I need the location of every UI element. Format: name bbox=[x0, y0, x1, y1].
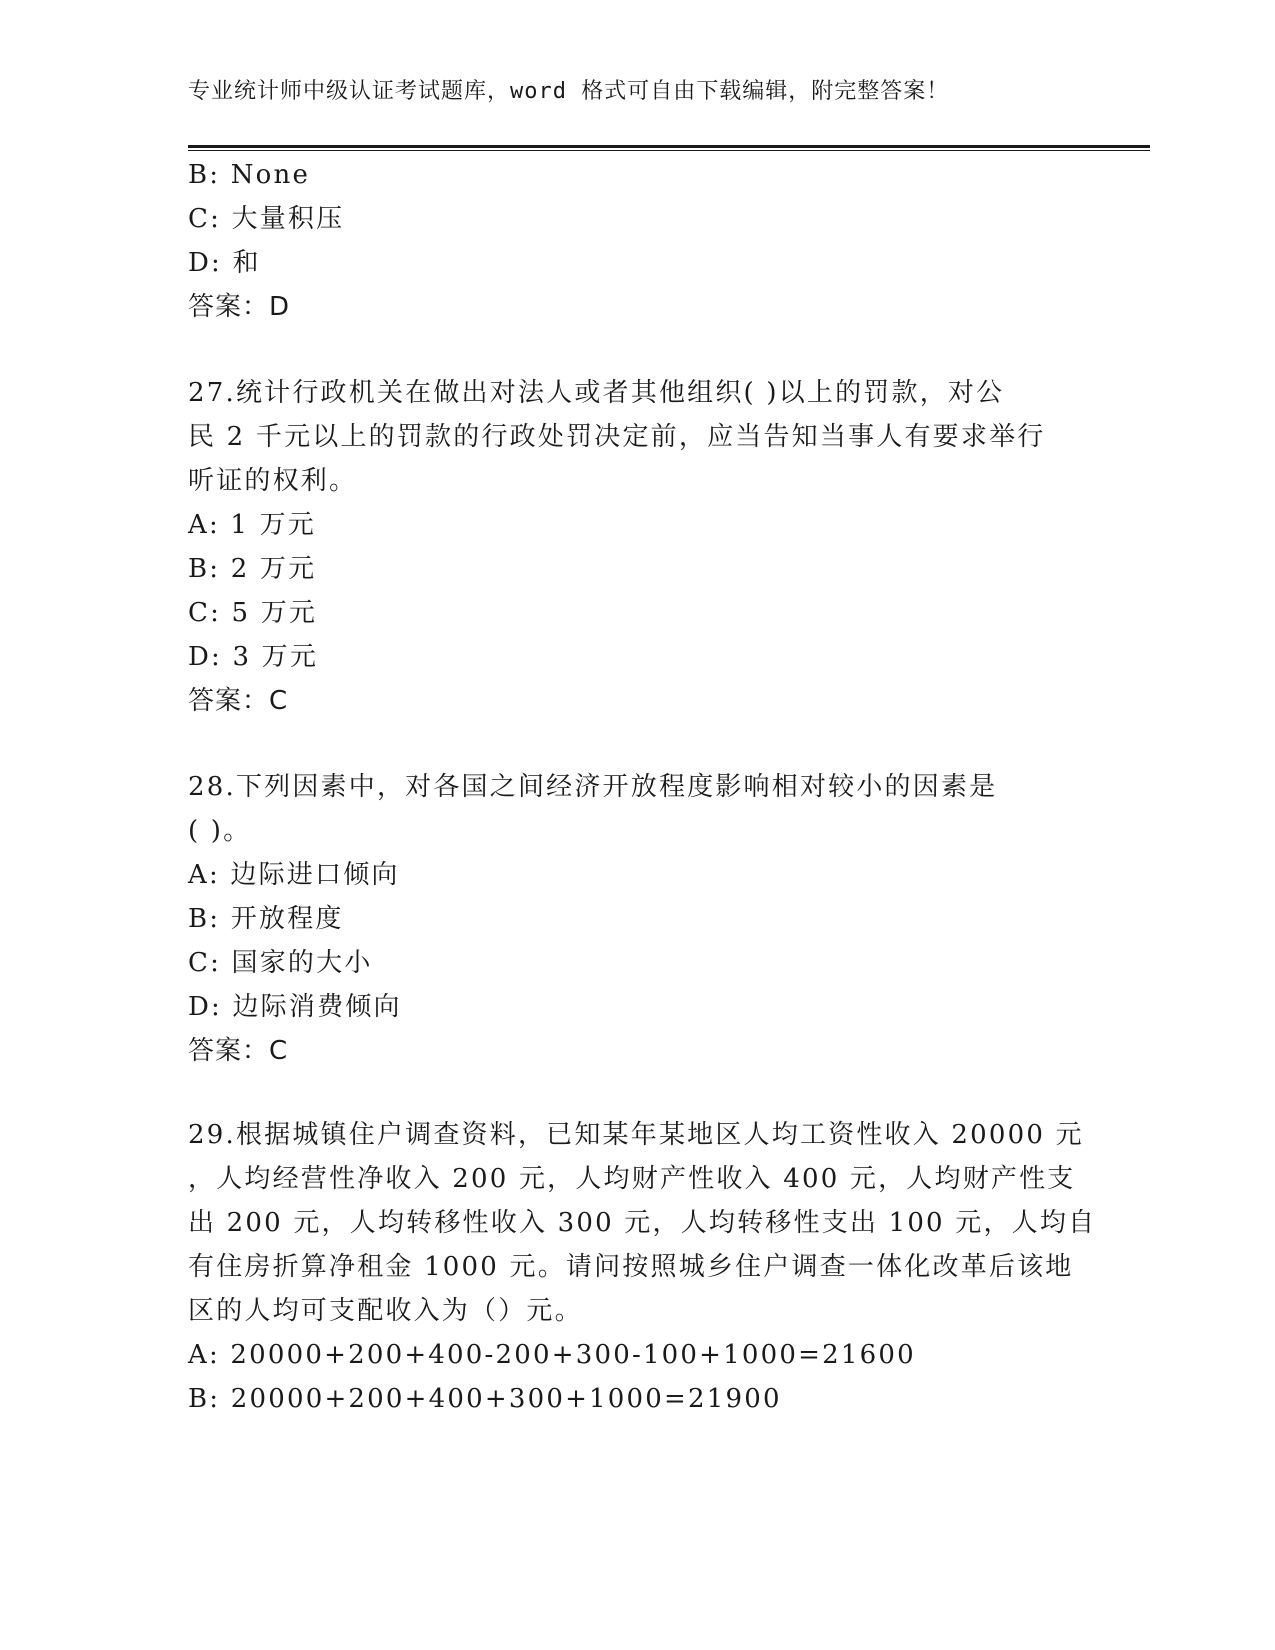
page-header: 专业统计师中级认证考试题库，word 格式可自由下载编辑，附完整答案！ bbox=[188, 79, 950, 104]
prev-answer: 答案：D bbox=[188, 292, 291, 322]
q27-stem-line-2: 民 2 千元以上的罚款的行政处罚决定前，应当告知当事人有要求举行 bbox=[188, 422, 1046, 452]
q29-option-a: A: 20000+200+400-200+300-100+1000=21600 bbox=[188, 1340, 916, 1370]
header-rule-thick bbox=[188, 145, 1150, 148]
q27-option-c: C: 5 万元 bbox=[188, 598, 318, 628]
q28-option-d: D: 边际消费倾向 bbox=[188, 992, 402, 1022]
q28-stem-line-2: ( )。 bbox=[188, 816, 252, 846]
q28-option-b: B: 开放程度 bbox=[188, 904, 344, 934]
q28-option-c: C: 国家的大小 bbox=[188, 948, 373, 978]
q29-option-b: B: 20000+200+400+300+1000=21900 bbox=[188, 1384, 782, 1414]
header-rule-thin bbox=[188, 150, 1150, 151]
q29-stem-line-4: 有住房折算净租金 1000 元。请问按照城乡住户调查一体化改革后该地 bbox=[188, 1252, 1074, 1282]
q28-stem-line-1: 28.下列因素中，对各国之间经济开放程度影响相对较小的因素是 bbox=[188, 772, 998, 802]
q29-stem-line-3: 出 200 元，人均转移性收入 300 元，人均转移性支出 100 元，人均自 bbox=[188, 1208, 1097, 1238]
q29-stem-line-1: 29.根据城镇住户调查资料，已知某年某地区人均工资性收入 20000 元 bbox=[188, 1120, 1084, 1150]
prev-option-b: B: None bbox=[188, 160, 311, 190]
q28-answer: 答案：C bbox=[188, 1036, 289, 1066]
q27-stem-line-1: 27.统计行政机关在做出对法人或者其他组织( )以上的罚款，对公 bbox=[188, 378, 1005, 408]
q27-option-b: B: 2 万元 bbox=[188, 554, 317, 584]
q29-stem-line-5: 区的人均可支配收入为（）元。 bbox=[188, 1296, 583, 1326]
prev-option-c: C: 大量积压 bbox=[188, 204, 345, 234]
q27-answer: 答案：C bbox=[188, 686, 289, 716]
q29-stem-line-2: ，人均经营性净收入 200 元，人均财产性收入 400 元，人均财产性支 bbox=[188, 1164, 1076, 1194]
q27-option-a: A: 1 万元 bbox=[188, 510, 317, 540]
q27-option-d: D: 3 万元 bbox=[188, 642, 319, 672]
q28-option-a: A: 边际进口倾向 bbox=[188, 860, 400, 890]
prev-option-d: D: 和 bbox=[188, 248, 261, 278]
q27-stem-line-3: 听证的权利。 bbox=[188, 466, 358, 496]
